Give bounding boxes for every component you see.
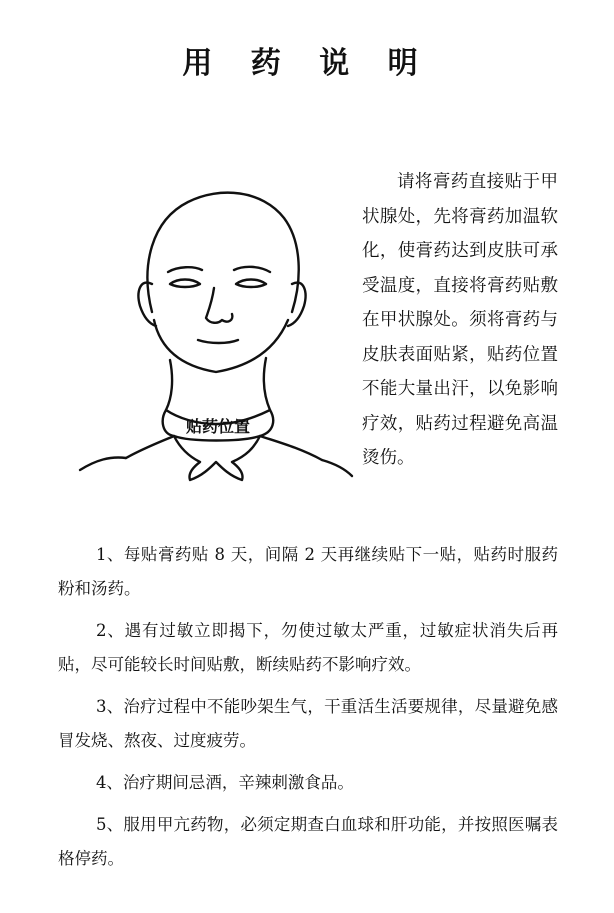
neck-left <box>166 360 172 410</box>
shoulder-right <box>322 460 352 476</box>
left-eye <box>170 280 200 288</box>
collar <box>126 436 322 480</box>
jaw-outline <box>154 320 288 372</box>
instruction-item-2: 2、遇有过敏立即揭下，勿使过敏太严重，过敏症状消失后再贴，尽可能较长时间贴敷，断续贴药不影响疗效。 <box>58 621 558 674</box>
mouth <box>198 340 238 343</box>
neck-label: 贴药位置 <box>185 417 251 436</box>
shoulder-left <box>80 458 126 471</box>
instruction-item-1: 1、每贴膏药贴 8 天，间隔 2 天再继续贴下一贴，贴药时服药粉和汤药。 <box>58 545 558 598</box>
head-illustration <box>70 180 360 490</box>
intro-paragraph: 请将膏药直接贴于甲状腺处，先将膏药加温软化，使膏药达到皮肤可承受温度，直接将膏药贴敷在甲状腺处。须将膏药与皮肤表面贴紧，贴药位置不能大量出汗，以免影响疗效，贴药过程避免高温烫伤。 <box>362 172 558 468</box>
nose <box>206 288 232 323</box>
head-outline <box>148 193 299 312</box>
instruction-item-3: 3、治疗过程中不能吵架生气，干重活生活要规律，尽量避免感冒发烧、熬夜、过度疲劳。 <box>58 697 558 750</box>
right-eye <box>236 280 266 288</box>
right-eyebrow <box>234 267 270 272</box>
neck-right <box>264 358 270 410</box>
instruction-item-4: 4、治疗期间忌酒，辛辣刺激食品。 <box>95 773 354 792</box>
instruction-item-5: 5、服用甲亢药物，必须定期查白血球和肝功能，并按照医嘱表格停药。 <box>58 815 558 868</box>
page-title: 用 药 说 明 <box>182 46 432 81</box>
instructions-list <box>58 538 558 884</box>
intro-text-block <box>362 165 558 476</box>
left-eyebrow <box>168 267 202 272</box>
